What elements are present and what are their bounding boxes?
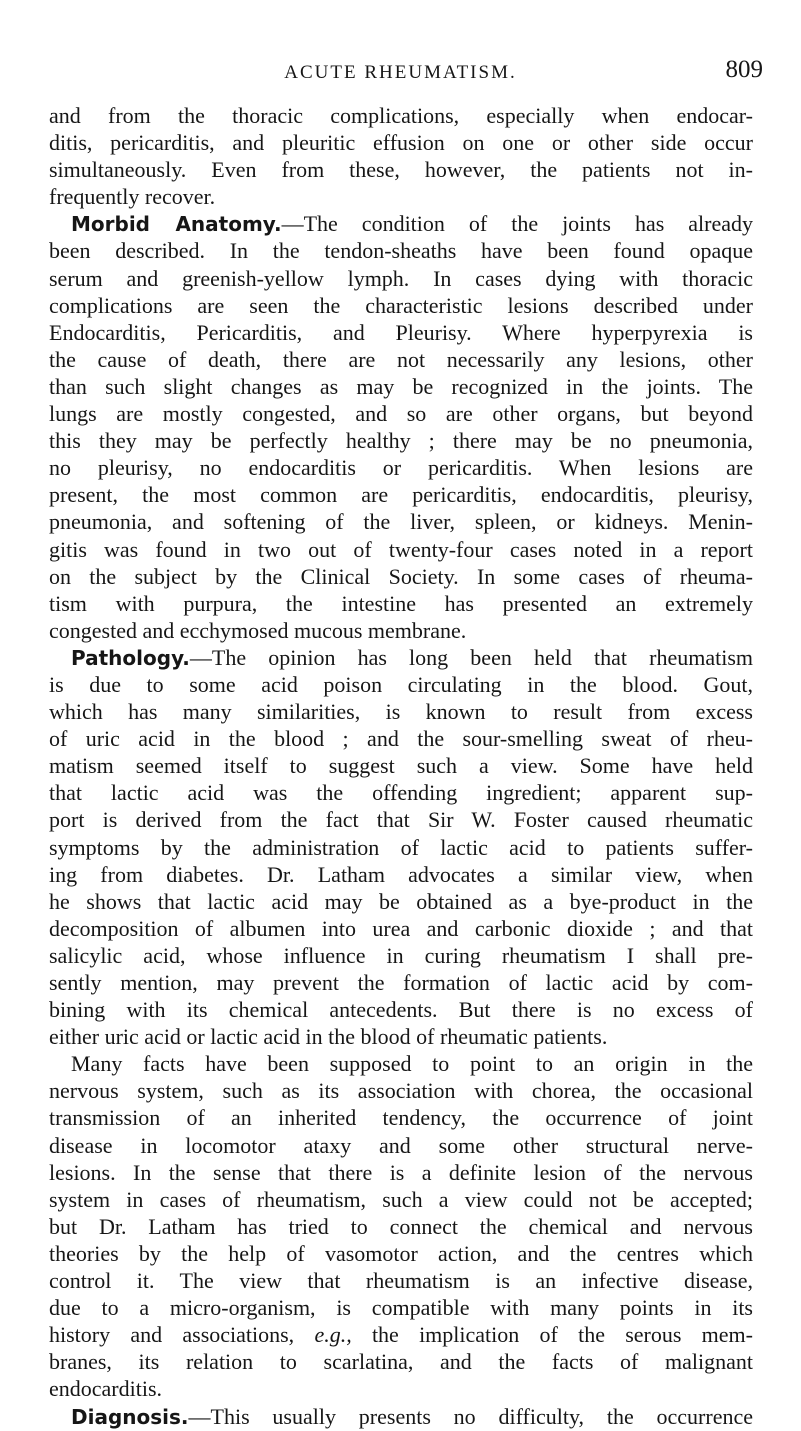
- text-run: history and associations,: [49, 1322, 295, 1348]
- text-line: Endocarditis, Pericarditis, and Pleurisy. Where hyperpyrexia is: [49, 319, 753, 345]
- text-line: than such slight changes as may be recognized in the joints. The: [49, 373, 753, 399]
- text-line: sently mention, may prevent the formation of lactic acid by com-: [49, 970, 753, 995]
- text-line: [49, 210, 753, 237]
- text-line: salicylic acid, whose influence in curing rheumatism I shall pre-: [49, 942, 753, 968]
- text-line: congested and ecchymosed mucous membrane.: [49, 617, 467, 643]
- text-line: ing from diabetes. Dr. Latham advocates a similar view, when: [49, 861, 753, 887]
- text-line: branes, its relation to scarlatina, and the facts of malignant: [49, 1349, 753, 1375]
- text-line: which has many similarities, is known to result from excess: [49, 699, 753, 725]
- text-line: nervous system, such as its association with chorea, the occasional: [49, 1078, 753, 1104]
- text-line: transmission of an inherited tendency, the occurrence of joint: [49, 1105, 753, 1131]
- text-line: bining with its chemical antecedents. But there is no excess of: [49, 997, 753, 1023]
- text-line: he shows that lactic acid may be obtained as a bye-product in the: [49, 888, 753, 914]
- text-line: matism seemed itself to suggest such a view. Some have held: [49, 753, 753, 779]
- running-title: ACUTE RHEUMATISM.: [284, 62, 517, 83]
- text-line: of uric acid in the blood ; and the sour-smelling sweat of rheu-: [49, 726, 753, 752]
- text-line: decomposition of albumen into urea and carbonic dioxide ; and that: [49, 915, 753, 941]
- text-line: gitis was found in two out of twenty-four cases noted in a report: [49, 536, 753, 562]
- text-run: —The condition of the joints has already: [281, 211, 754, 237]
- text-line: lungs are mostly congested, and so are other organs, but beyond: [49, 401, 753, 427]
- body-text: [49, 102, 753, 1430]
- heading-morbid-anatomy: Morbid Anatomy.: [71, 212, 282, 237]
- text-line: been described. In the tendon-sheaths have been found opaque: [49, 238, 753, 264]
- text-line: Many facts have been supposed to point to an origin in the: [71, 1051, 753, 1077]
- text-line: theories by the help of vasomotor action, and the centres which: [49, 1240, 753, 1266]
- text-line: the cause of death, there are not necessarily any lesions, other: [49, 346, 753, 372]
- text-line: [49, 1403, 753, 1430]
- text-line: disease in locomotor ataxy and some other structural nerve-: [49, 1132, 753, 1158]
- text-line: this they may be perfectly healthy ; there may be no pneumonia,: [49, 428, 753, 454]
- text-line: but Dr. Latham has tried to connect the chemical and nervous: [49, 1213, 753, 1239]
- text-line: is due to some acid poison circulating in the blood. Gout,: [49, 671, 753, 697]
- text-line: complications are seen the characteristic lesions described under: [49, 292, 753, 318]
- text-line: that lactic acid was the offending ingredient; apparent sup-: [49, 780, 753, 806]
- text-run: —This usually presents no difficulty, the occurrence: [188, 1403, 753, 1429]
- text-line: ditis, pericarditis, and pleuritic effusion on one or other side occur: [49, 130, 753, 156]
- text-line: control it. The view that rheumatism is an infective disease,: [49, 1268, 753, 1294]
- text-line: serum and greenish-yellow lymph. In cases dying with thoracic: [49, 265, 753, 291]
- page-number: 809: [725, 56, 763, 83]
- text-line: due to a micro-organism, is compatible with many points in its: [49, 1295, 753, 1321]
- text-line: pneumonia, and softening of the liver, spleen, or kidneys. Menin-: [49, 509, 753, 535]
- text-line: present, the most common are pericarditis, endocarditis, pleurisy,: [49, 482, 753, 508]
- text-line: system in cases of rheumatism, such a view could not be accepted;: [49, 1186, 753, 1212]
- text-line: tism with purpura, the intestine has presented an extremely: [49, 590, 753, 616]
- page-header: [0, 56, 801, 88]
- text-line: [49, 1321, 753, 1348]
- text-run: the implication of the serous mem-: [351, 1322, 753, 1348]
- text-line: frequently recover.: [49, 184, 216, 210]
- text-line: no pleurisy, no endocarditis or pericarditis. When lesions are: [49, 455, 753, 481]
- text-line: either uric acid or lactic acid in the blood of rheumatic patients.: [49, 1024, 608, 1050]
- heading-pathology: Pathology.: [71, 645, 190, 670]
- text-line: port is derived from the fact that Sir W. Foster caused rheumatic: [49, 807, 753, 833]
- text-run: —The opinion has long been held that rheumatism: [189, 644, 753, 670]
- text-line: and from the thoracic complications, especially when endocar-: [49, 103, 753, 128]
- text-line: simultaneously. Even from these, however, the patients not in-: [49, 157, 753, 183]
- heading-diagnosis: Diagnosis.: [71, 1404, 189, 1429]
- text-line: endocarditis.: [49, 1376, 163, 1402]
- text-line: on the subject by the Clinical Society. In some cases of rheuma-: [49, 563, 753, 589]
- text-line: [49, 644, 753, 671]
- text-run-italic: e.g.,: [314, 1322, 352, 1348]
- text-line: symptoms by the administration of lactic acid to patients suffer-: [49, 834, 753, 860]
- text-line: lesions. In the sense that there is a definite lesion of the nervous: [49, 1159, 753, 1185]
